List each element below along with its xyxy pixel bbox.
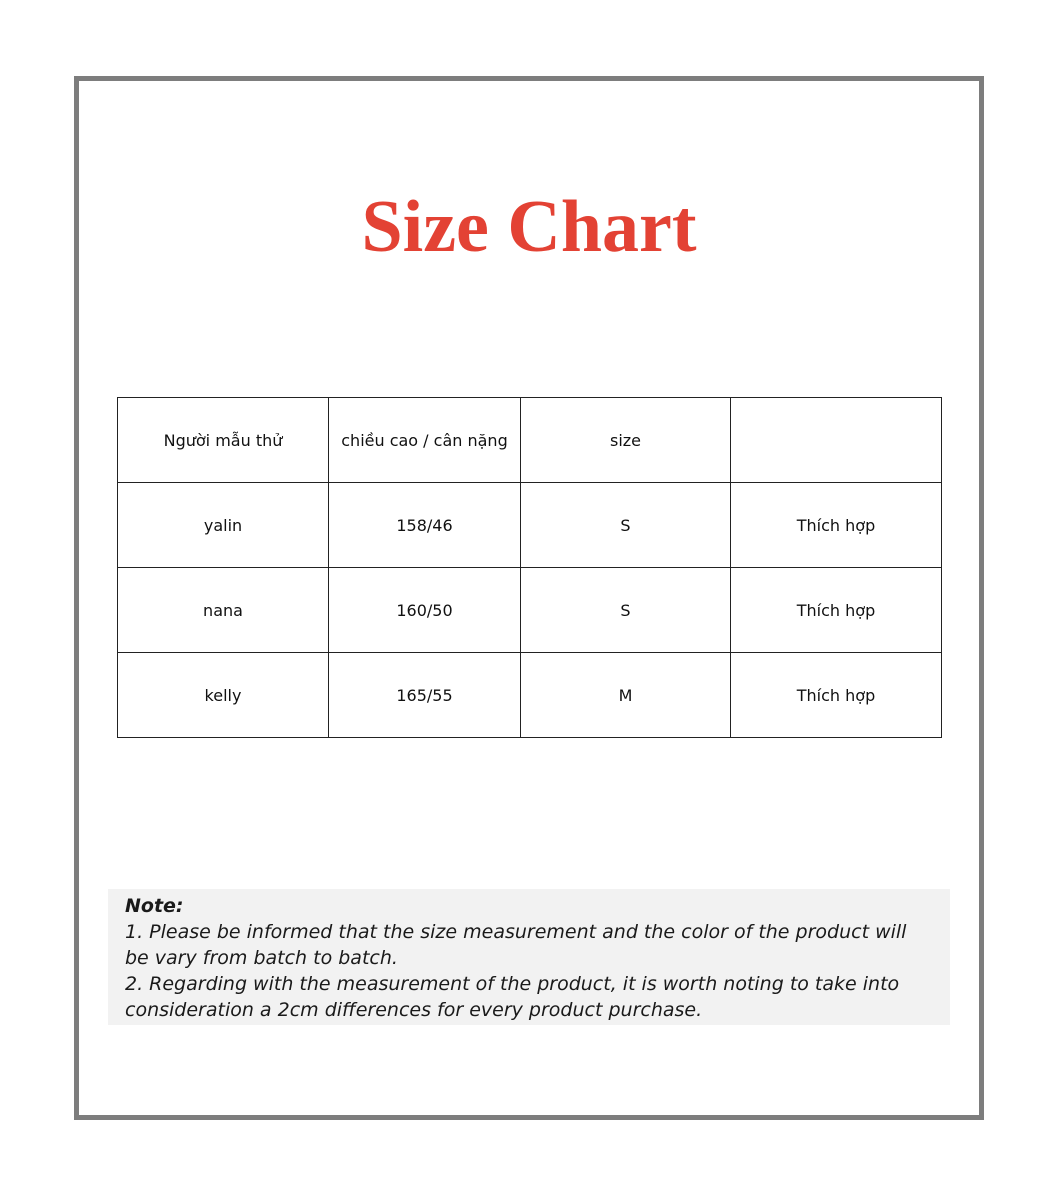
note-title: Note: — [125, 895, 184, 917]
header-cell-height-weight: chiều cao / cân nặng — [329, 398, 521, 483]
cell-size: S — [521, 568, 731, 653]
header-cell-size: size — [521, 398, 731, 483]
cell-fit: Thích hợp — [731, 483, 942, 568]
table-row — [118, 653, 942, 738]
note-line-1: 1. Please be informed that the size measurement and the color of the product will be vary from batch to batch. — [125, 921, 907, 969]
table-row — [118, 568, 942, 653]
cell-model-name: yalin — [118, 483, 329, 568]
note-box — [108, 889, 950, 1025]
table-row — [118, 483, 942, 568]
note-line-2: 2. Regarding with the measurement of the product, it is worth noting to take into consideration a 2cm differences for every product purchase. — [125, 973, 900, 1021]
size-chart-frame — [74, 76, 984, 1120]
cell-height-weight: 165/55 — [329, 653, 521, 738]
cell-height-weight: 158/46 — [329, 483, 521, 568]
cell-height-weight: 160/50 — [329, 568, 521, 653]
page-title: Size Chart — [361, 186, 697, 268]
cell-model-name: nana — [118, 568, 329, 653]
cell-size: M — [521, 653, 731, 738]
header-cell-model: Người mẫu thử — [118, 398, 329, 483]
cell-size: S — [521, 483, 731, 568]
cell-model-name: kelly — [118, 653, 329, 738]
cell-fit: Thích hợp — [731, 653, 942, 738]
size-table — [117, 397, 942, 738]
header-cell-fit — [731, 398, 942, 483]
cell-fit: Thích hợp — [731, 568, 942, 653]
table-header-row — [118, 398, 942, 483]
